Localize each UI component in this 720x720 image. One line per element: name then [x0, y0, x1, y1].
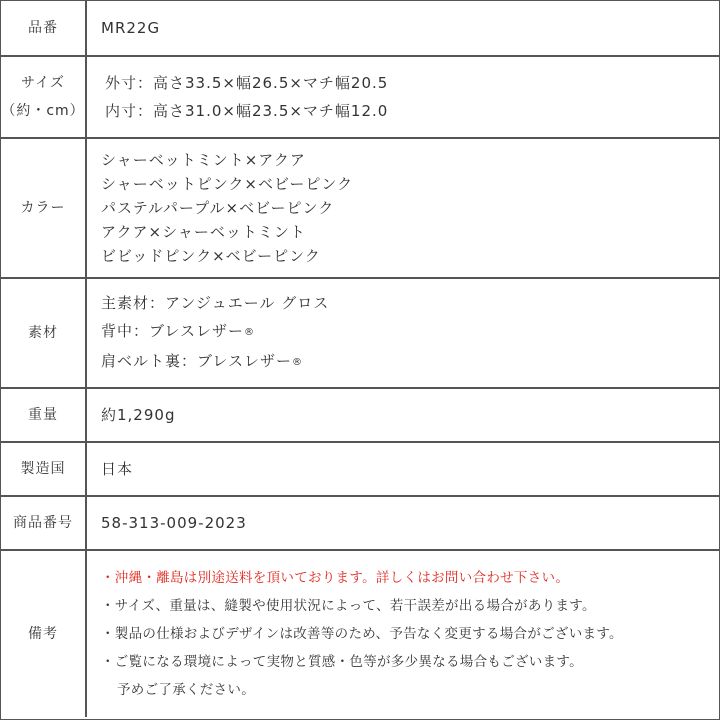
material-main: 主素材：アンジュエール グロス — [101, 294, 330, 312]
notes-value — [87, 551, 719, 717]
color-option: シャーベットピンク×ベビーピンク — [101, 175, 354, 193]
note-line: ・ご覧になる環境によって実物と質感・色等が多少異なる場合もございます。 — [101, 654, 583, 670]
note-line: ・サイズ、重量は、縫製や使用状況によって、若干誤差が出る場合があります。 — [101, 598, 596, 614]
size-label — [1, 57, 87, 137]
weight-value: 約1,290g — [101, 406, 176, 424]
row-color — [1, 139, 719, 279]
material-value — [87, 279, 719, 387]
color-option: パステルパープル×ベビーピンク — [101, 199, 335, 217]
note-line: 予めご了承ください。 — [117, 682, 255, 698]
size-value — [87, 57, 719, 137]
shipping-note: ・沖縄・離島は別途送料を頂いております。詳しくはお問い合わせ下さい。 — [101, 570, 570, 586]
color-option: アクア×シャーベットミント — [101, 223, 306, 241]
product-number-value: 58-313-009-2023 — [101, 514, 247, 532]
registered-mark: ® — [291, 357, 303, 368]
row-product-number — [1, 497, 719, 551]
size-label-line2: （約・cm） — [1, 103, 85, 119]
row-notes — [1, 551, 719, 717]
registered-mark: ® — [243, 327, 255, 338]
weight-label: 重量 — [1, 389, 87, 441]
color-label: カラー — [1, 139, 87, 277]
origin-value: 日本 — [101, 460, 134, 478]
size-outer: 外寸：高さ33.5×幅26.5×マチ幅20.5 — [105, 74, 389, 92]
product-number-label: 商品番号 — [1, 497, 87, 549]
model-value: MR22G — [101, 19, 161, 37]
row-origin — [1, 443, 719, 497]
size-inner: 内寸：高さ31.0×幅23.5×マチ幅12.0 — [105, 102, 389, 120]
material-label: 素材 — [1, 279, 87, 387]
row-weight — [1, 389, 719, 443]
material-line — [101, 317, 719, 347]
row-model — [1, 1, 719, 57]
note-line: ・製品の仕様およびデザインは改善等のため、予告なく変更する場合がございます。 — [101, 626, 623, 642]
row-material — [1, 279, 719, 389]
material-line — [101, 347, 719, 377]
color-value — [87, 139, 719, 277]
model-label: 品番 — [1, 1, 87, 55]
size-label-line1: サイズ — [21, 75, 65, 91]
color-option: シャーベットミント×アクア — [101, 151, 306, 169]
material-strap: 肩ベルト裏：ブレスレザー — [101, 352, 292, 370]
origin-label: 製造国 — [1, 443, 87, 495]
material-back: 背中：ブレスレザー — [101, 322, 244, 340]
row-size — [1, 57, 719, 139]
material-line — [101, 289, 719, 317]
notes-label: 備考 — [1, 551, 87, 717]
color-option: ビビッドピンク×ベビーピンク — [101, 247, 321, 265]
